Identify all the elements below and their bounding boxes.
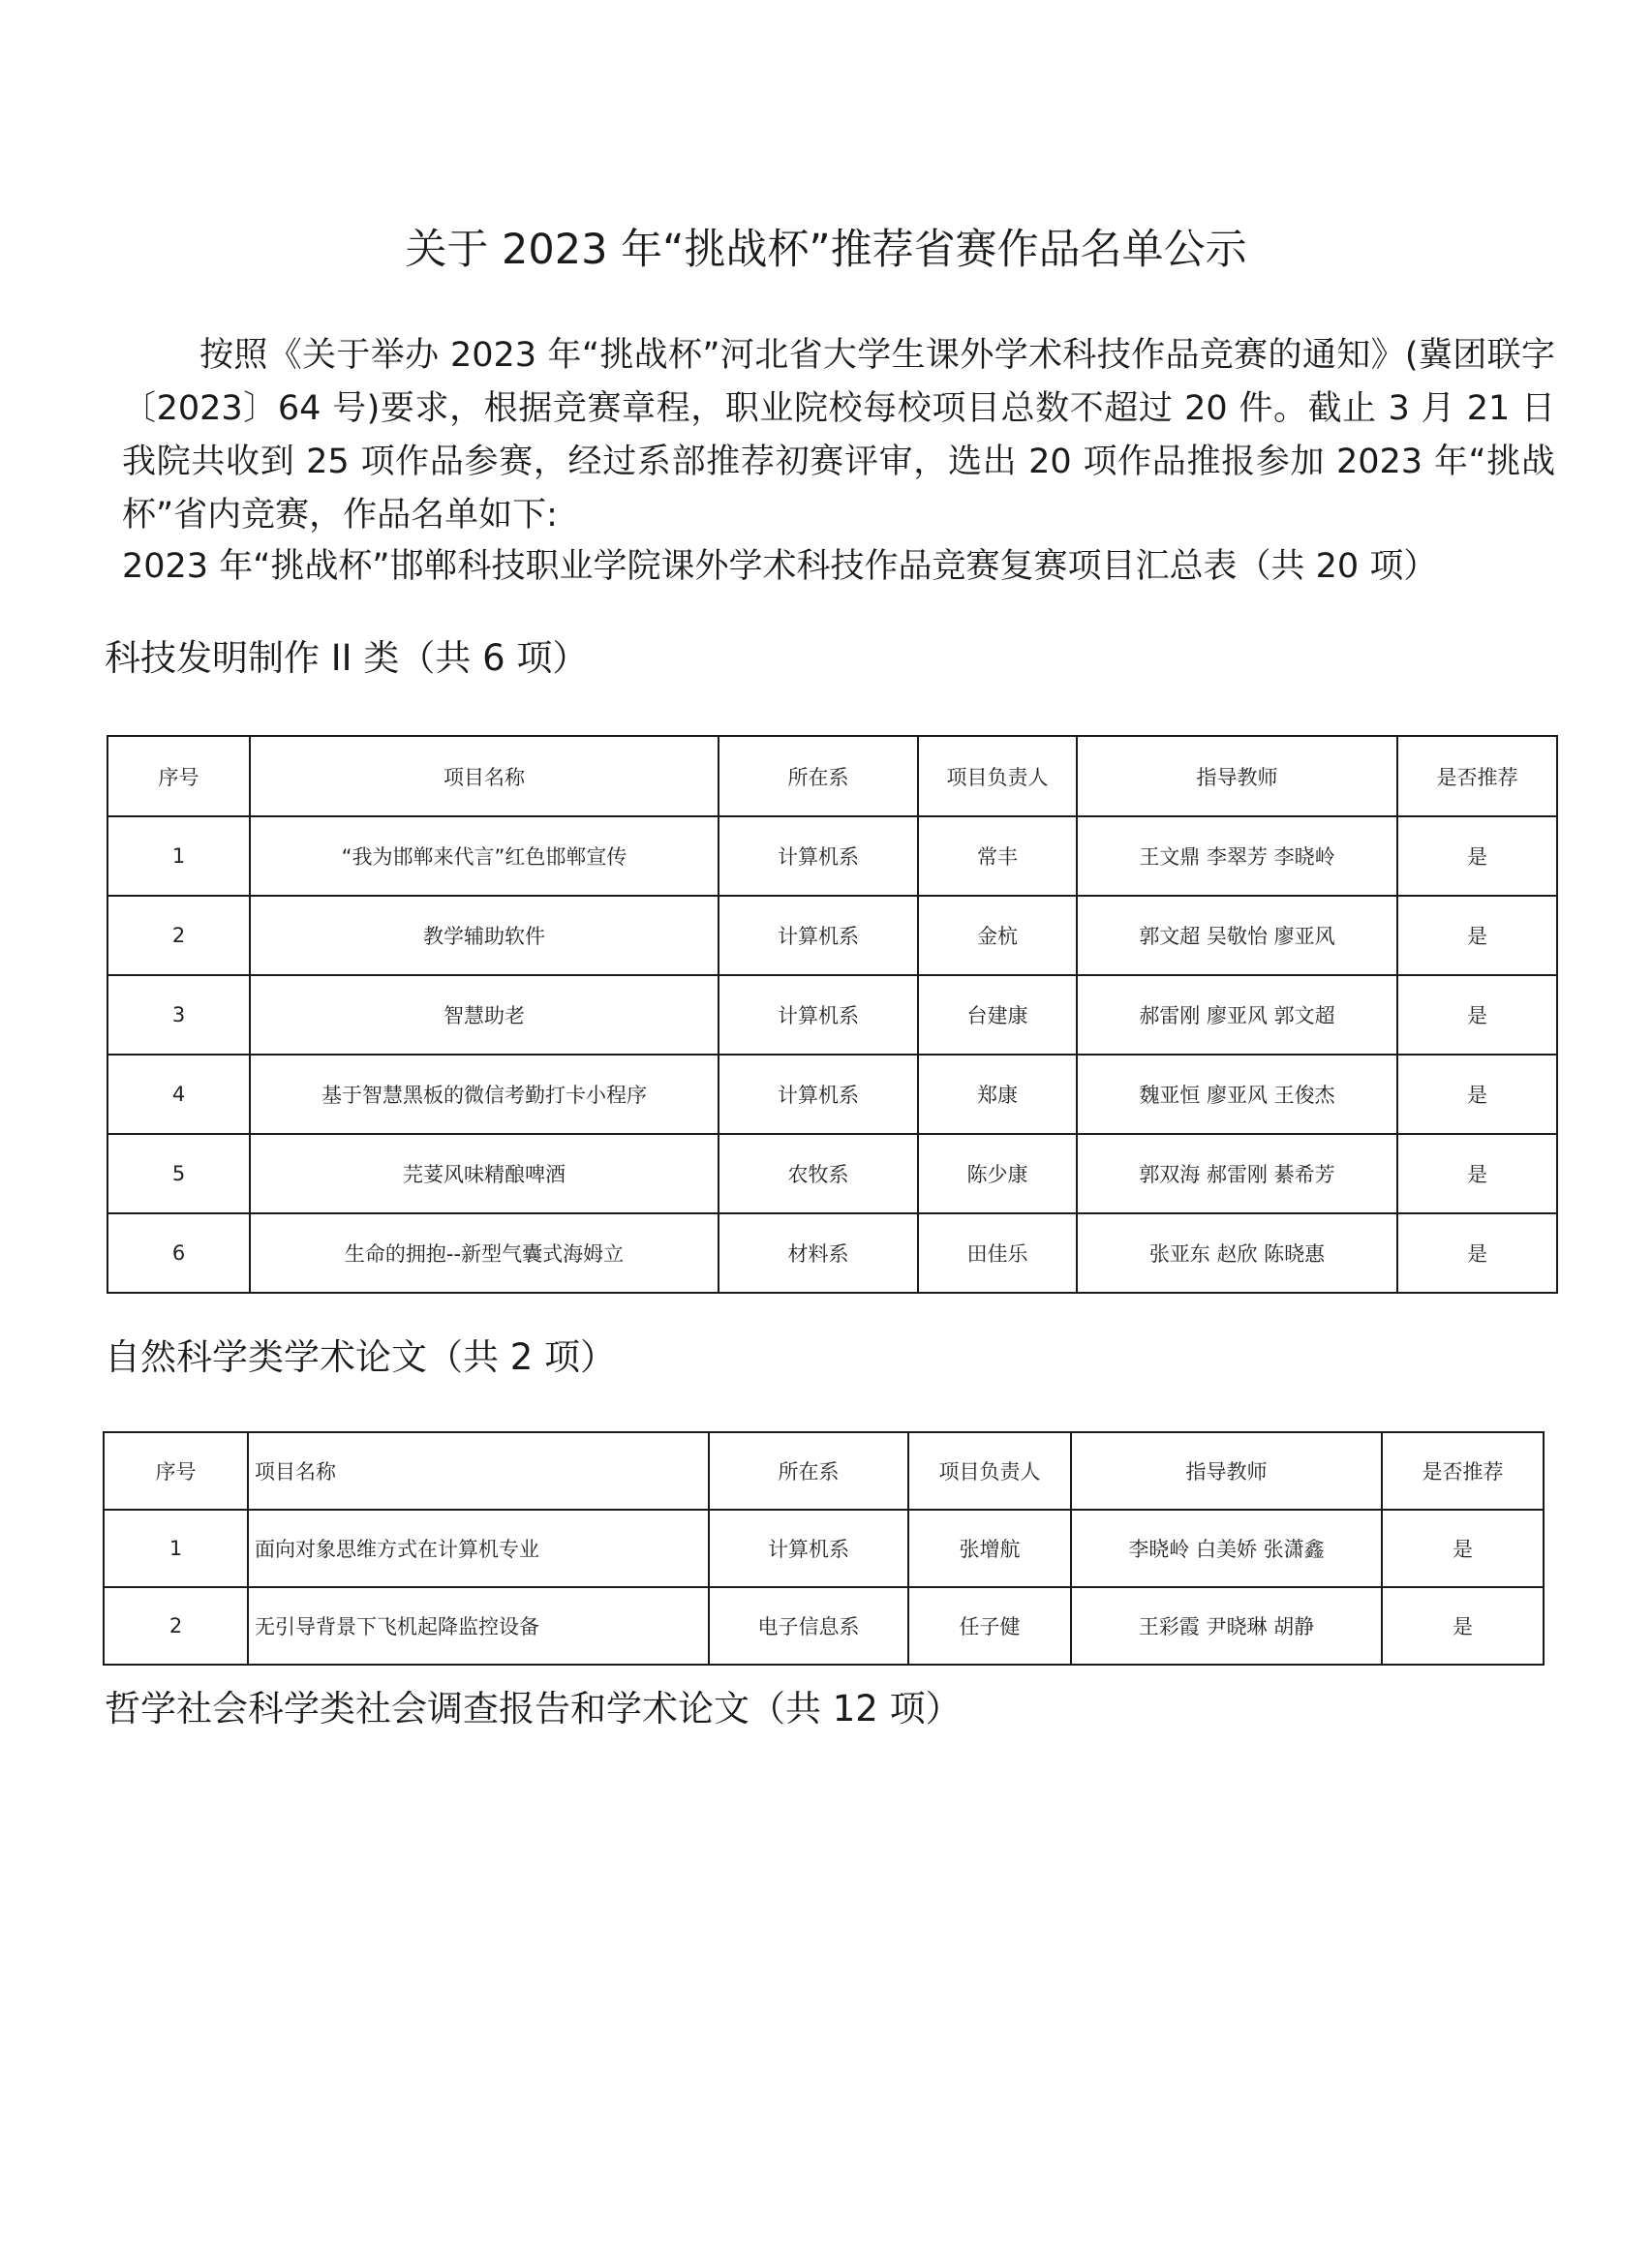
table-row — [107, 1213, 1557, 1293]
cell-index: 2 — [104, 1587, 248, 1665]
cell-department: 电子信息系 — [709, 1587, 908, 1665]
page-title: 关于 2023 年“挑战杯”推荐省赛作品名单公示 — [405, 226, 1247, 274]
cell-index: 5 — [107, 1134, 250, 1213]
table-row — [104, 1587, 1544, 1665]
cell-index: 3 — [107, 975, 250, 1055]
header-cell-leader: 项目负责人 — [908, 1432, 1071, 1510]
cell-department: 计算机系 — [719, 816, 918, 896]
cell-recommended: 是 — [1397, 975, 1557, 1055]
intro-paragraph: 按照《关于举办 2023 年“挑战杯”河北省大学生课外学术科技作品竞赛的通知》(冀团联字〔2023〕64 号)要求，根据竞赛章程，职业院校每校项目总数不超过 20 件。截止 3 月 21 日我院共收到 25 项作品参赛，经过系部推荐初赛评审，选出 20 项作品推报参加 2023 年“挑战杯”省内竞赛，作品名单如下: — [122, 336, 1555, 535]
header-cell-advisors: 指导教师 — [1077, 736, 1397, 816]
cell-recommended: 是 — [1397, 1134, 1557, 1213]
section-title-natural-science: 自然科学类学术论文（共 2 项） — [105, 1336, 617, 1378]
cell-recommended: 是 — [1397, 816, 1557, 896]
table-row — [107, 975, 1557, 1055]
cell-leader: 金杭 — [918, 896, 1077, 975]
cell-advisors: 王文鼎 李翠芳 李晓岭 — [1077, 816, 1397, 896]
cell-leader: 田佳乐 — [918, 1213, 1077, 1293]
cell-leader: 郑康 — [918, 1055, 1077, 1134]
natural-science-table — [103, 1431, 1545, 1666]
table-header-row — [107, 736, 1557, 816]
cell-index: 2 — [107, 896, 250, 975]
tech-invention-table — [107, 735, 1558, 1294]
cell-project-name: 面向对象思维方式在计算机专业 — [248, 1510, 709, 1587]
header-cell-project-name: 项目名称 — [248, 1432, 709, 1510]
header-cell-leader: 项目负责人 — [918, 736, 1077, 816]
header-cell-index: 序号 — [104, 1432, 248, 1510]
table-row — [107, 1134, 1557, 1213]
summary-table-title: 2023 年“挑战杯”邯郸科技职业学院课外学术科技作品竞赛复赛项目汇总表（共 20 项） — [122, 547, 1438, 586]
cell-leader: 任子健 — [908, 1587, 1071, 1665]
cell-leader: 张增航 — [908, 1510, 1071, 1587]
cell-leader: 台建康 — [918, 975, 1077, 1055]
cell-leader: 常丰 — [918, 816, 1077, 896]
header-cell-project-name: 项目名称 — [250, 736, 719, 816]
section-title-social-science: 哲学社会科学类社会调查报告和学术论文（共 12 项） — [105, 1688, 962, 1729]
cell-department: 计算机系 — [719, 896, 918, 975]
header-cell-advisors: 指导教师 — [1071, 1432, 1382, 1510]
cell-department: 计算机系 — [709, 1510, 908, 1587]
cell-project-name: “我为邯郸来代言”红色邯郸宣传 — [250, 816, 719, 896]
table-row — [107, 1055, 1557, 1134]
cell-index: 1 — [104, 1510, 248, 1587]
cell-project-name: 基于智慧黑板的微信考勤打卡小程序 — [250, 1055, 719, 1134]
cell-advisors: 郭双海 郝雷刚 綦希芳 — [1077, 1134, 1397, 1213]
cell-recommended: 是 — [1397, 896, 1557, 975]
cell-recommended: 是 — [1382, 1510, 1544, 1587]
cell-department: 计算机系 — [719, 975, 918, 1055]
header-cell-recommended: 是否推荐 — [1397, 736, 1557, 816]
table-row — [107, 896, 1557, 975]
cell-advisors: 王彩霞 尹晓琳 胡静 — [1071, 1587, 1382, 1665]
cell-advisors: 郝雷刚 廖亚风 郭文超 — [1077, 975, 1397, 1055]
cell-advisors: 张亚东 赵欣 陈晓惠 — [1077, 1213, 1397, 1293]
header-cell-recommended: 是否推荐 — [1382, 1432, 1544, 1510]
cell-department: 农牧系 — [719, 1134, 918, 1213]
cell-project-name: 教学辅助软件 — [250, 896, 719, 975]
cell-recommended: 是 — [1397, 1213, 1557, 1293]
cell-recommended: 是 — [1382, 1587, 1544, 1665]
cell-department: 计算机系 — [719, 1055, 918, 1134]
cell-department: 材料系 — [719, 1213, 918, 1293]
cell-index: 4 — [107, 1055, 250, 1134]
cell-project-name: 无引导背景下飞机起降监控设备 — [248, 1587, 709, 1665]
cell-index: 6 — [107, 1213, 250, 1293]
cell-advisors: 郭文超 吴敬怡 廖亚风 — [1077, 896, 1397, 975]
cell-leader: 陈少康 — [918, 1134, 1077, 1213]
cell-project-name: 智慧助老 — [250, 975, 719, 1055]
header-cell-department: 所在系 — [709, 1432, 908, 1510]
table-row — [104, 1510, 1544, 1587]
header-cell-index: 序号 — [107, 736, 250, 816]
cell-project-name: 芫荽风味精酿啤酒 — [250, 1134, 719, 1213]
cell-project-name: 生命的拥抱--新型气囊式海姆立 — [250, 1213, 719, 1293]
cell-index: 1 — [107, 816, 250, 896]
table-header-row — [104, 1432, 1544, 1510]
header-cell-department: 所在系 — [719, 736, 918, 816]
cell-recommended: 是 — [1397, 1055, 1557, 1134]
cell-advisors: 魏亚恒 廖亚风 王俊杰 — [1077, 1055, 1397, 1134]
table-row — [107, 816, 1557, 896]
cell-advisors: 李晓岭 白美娇 张潇鑫 — [1071, 1510, 1382, 1587]
section-title-tech-invention: 科技发明制作 II 类（共 6 项） — [105, 637, 589, 679]
